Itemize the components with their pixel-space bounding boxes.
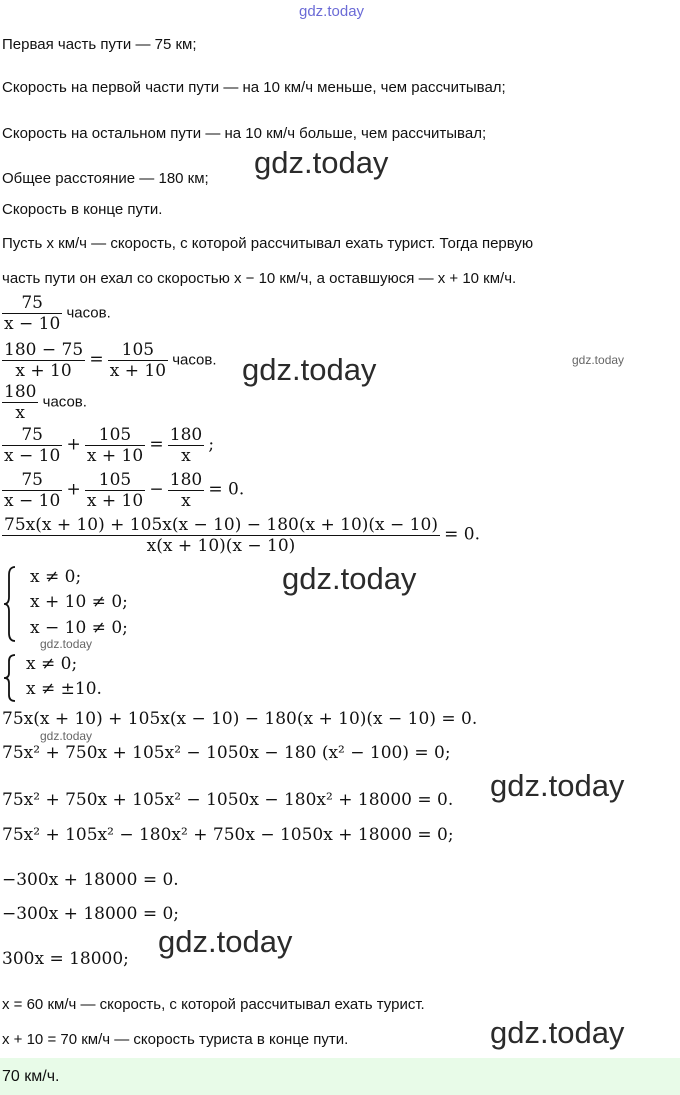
- operator: =: [149, 434, 164, 455]
- fraction-denominator: x: [15, 403, 26, 423]
- fraction-numerator: 75x(x + 10) + 105x(x − 10) − 180(x + 10)(x − 10): [4, 515, 438, 535]
- solution-step: 75x(x + 10) + 105x(x − 10) − 180(x + 10)(x − 10) = 0.: [2, 709, 478, 729]
- given-line: Первая часть пути — 75 км;: [2, 36, 197, 53]
- watermark: gdz.today: [158, 924, 293, 959]
- fraction-denominator: x: [181, 446, 191, 466]
- fraction-denominator: x − 10: [4, 491, 61, 511]
- given-line: Скорость на остальном пути — на 10 км/ч больше, чем рассчитывал;: [2, 125, 487, 142]
- equation-3: [2, 515, 480, 556]
- fraction-denominator: x − 10: [4, 314, 61, 334]
- system-brace: [3, 653, 17, 703]
- solution-text: Пусть x км/ч — скорость, с которой рассчитывал ехать турист. Тогда первую: [2, 235, 534, 252]
- operator: +: [66, 479, 81, 500]
- system-brace: [3, 565, 17, 643]
- watermark: gdz.today: [40, 637, 93, 651]
- watermark: gdz.today: [490, 768, 625, 803]
- operator: ;: [208, 434, 215, 455]
- watermark: gdz.today: [299, 3, 365, 20]
- fraction-denominator: x: [181, 491, 191, 511]
- time-rest-part: [2, 340, 217, 381]
- answer-highlight: [0, 1058, 680, 1095]
- watermark: gdz.today: [242, 352, 377, 387]
- watermark: gdz.today: [40, 729, 93, 743]
- operator: = 0.: [444, 524, 480, 545]
- system-line: x − 10 ≠ 0;: [30, 618, 128, 638]
- solution-text: часть пути он ехал со скоростью x − 10 км/ч, а оставшуюся — x + 10 км/ч.: [2, 270, 517, 287]
- unit-label: часов.: [172, 351, 217, 369]
- time-first-part: [2, 293, 111, 334]
- solution-step: 75x² + 105x² − 180x² + 750x − 1050x + 18000 = 0;: [2, 825, 454, 845]
- equals-sign: =: [89, 349, 104, 370]
- solution-step: −300x + 18000 = 0.: [2, 870, 179, 890]
- fraction-numerator: 75: [2, 470, 62, 491]
- fraction-denominator: x + 10: [15, 361, 72, 381]
- solution-step: 75x² + 750x + 105x² − 1050x − 180x² + 18000 = 0.: [2, 790, 454, 810]
- fraction-numerator: 180: [169, 470, 203, 490]
- operator: −: [149, 479, 164, 500]
- answer-text: 70 км/ч.: [2, 1068, 60, 1085]
- solution-step: 300x = 18000;: [2, 949, 129, 969]
- solution-step: 75x² + 750x + 105x² − 1050x − 180 (x² − 100) = 0;: [2, 743, 451, 763]
- unit-label: часов.: [42, 393, 87, 411]
- watermark: gdz.today: [490, 1015, 625, 1050]
- given-line: Скорость в конце пути.: [2, 201, 163, 218]
- time-planned: [2, 382, 87, 423]
- fraction-denominator: x + 10: [109, 361, 167, 381]
- system-line: x ≠ ±10.: [26, 679, 102, 699]
- system-line: x ≠ 0;: [26, 654, 78, 674]
- fraction-numerator: 180: [4, 382, 37, 402]
- unit-label: часов.: [66, 304, 111, 322]
- given-line: Скорость на первой части пути — на 10 км/ч меньше, чем рассчитывал;: [2, 79, 506, 96]
- operator: = 0.: [208, 479, 245, 500]
- solution-step: −300x + 18000 = 0;: [2, 904, 180, 924]
- watermark: gdz.today: [282, 561, 417, 596]
- fraction-denominator: x + 10: [86, 491, 144, 511]
- system-line: x + 10 ≠ 0;: [30, 592, 128, 612]
- system-line: x ≠ 0;: [30, 567, 82, 587]
- fraction-denominator: x − 10: [4, 446, 61, 466]
- fraction-denominator: x + 10: [86, 446, 144, 466]
- fraction-numerator: 180: [169, 425, 203, 445]
- given-line: Общее расстояние — 180 км;: [2, 170, 209, 187]
- fraction-numerator: 105: [85, 425, 145, 446]
- fraction-numerator: 75: [2, 293, 62, 314]
- solution-step: x + 10 = 70 км/ч — скорость туриста в конце пути.: [2, 1031, 349, 1048]
- equation-2: [2, 470, 244, 511]
- fraction-numerator: 105: [108, 340, 168, 361]
- watermark: gdz.today: [254, 145, 389, 180]
- operator: +: [66, 434, 81, 455]
- fraction-denominator: x(x + 10)(x − 10): [146, 536, 296, 556]
- fraction-numerator: 75: [2, 425, 62, 446]
- fraction-numerator: 180 − 75: [4, 340, 84, 360]
- watermark: gdz.today: [572, 353, 625, 367]
- fraction-numerator: 105: [85, 470, 145, 491]
- solution-step: x = 60 км/ч — скорость, с которой рассчитывал ехать турист.: [2, 996, 425, 1013]
- equation-1: [2, 425, 214, 466]
